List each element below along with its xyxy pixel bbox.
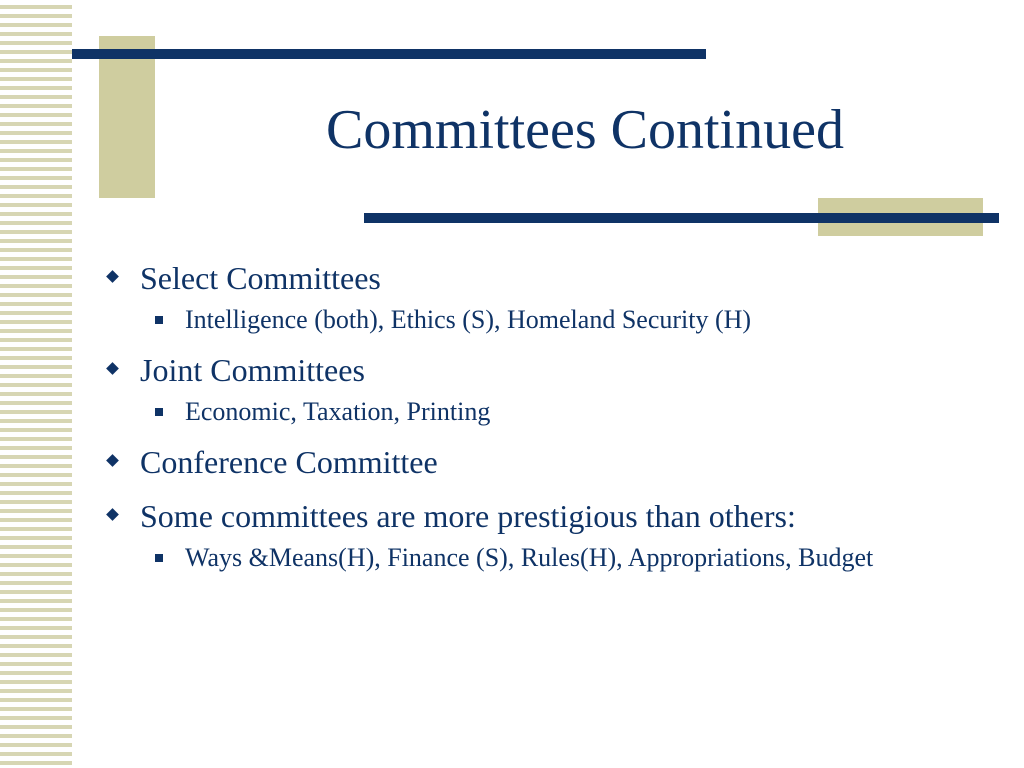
sub-bullet-item [100,301,1000,339]
bullet-item [100,493,1000,539]
bullet-item [100,439,1000,485]
diamond-bullet-icon [106,454,119,467]
sub-bullet-text: Intelligence (both), Ethics (S), Homeland Security (H) [185,305,752,334]
diamond-bullet-icon [106,508,119,521]
bullet-item [100,347,1000,393]
square-bullet-icon [155,316,163,324]
left-striped-border [0,0,72,768]
diamond-bullet-icon [106,270,119,283]
sub-bullet-text: Ways &Means(H), Finance (S), Rules(H), Appropriations, Budget [185,543,874,572]
square-bullet-icon [155,554,163,562]
bullet-text: Select Committees [140,260,381,296]
decorative-line-top [72,49,706,59]
slide-title: Committees Continued [326,99,844,161]
decorative-line-bottom [364,213,999,223]
diamond-bullet-icon [106,362,119,375]
sub-bullet-text: Economic, Taxation, Printing [185,397,491,426]
decorative-block-top [99,36,155,198]
slide-body [100,255,1000,577]
sub-bullet-item [100,539,1000,577]
bullet-item [100,255,1000,301]
bullet-text: Joint Committees [140,352,365,388]
bullet-text: Conference Committee [140,444,438,480]
bullet-text: Some committees are more prestigious than others: [140,498,796,534]
square-bullet-icon [155,408,163,416]
sub-bullet-item [100,393,1000,431]
